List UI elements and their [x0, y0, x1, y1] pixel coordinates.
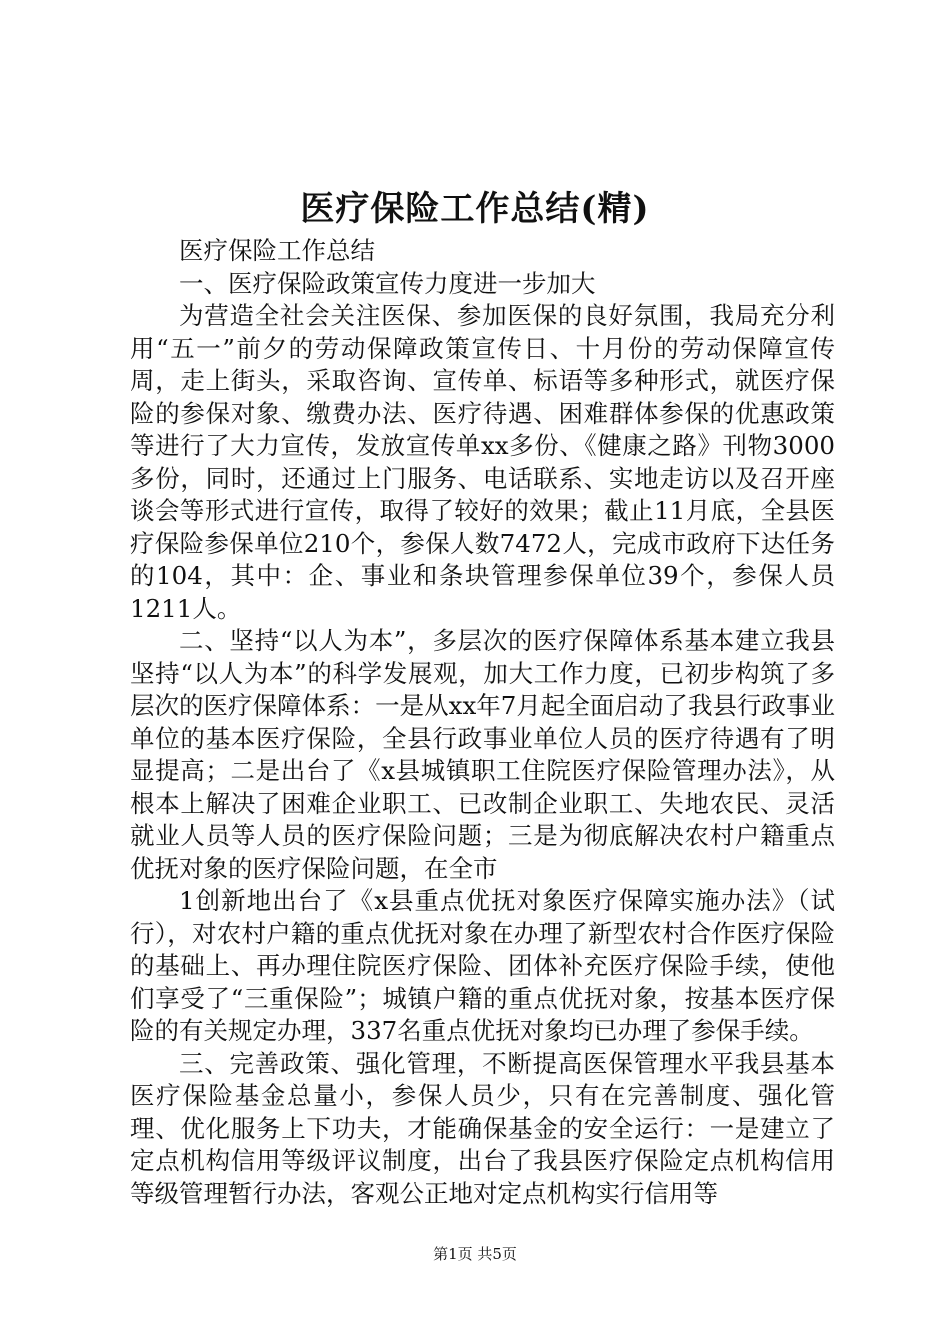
- paragraph-section-2-continued: 1创新地出台了《x县重点优抚对象医疗保障实施办法》（试行），对农村户籍的重点优抚对象在办理了新型农村合作医疗保险的基础上、再办理住院医疗保险、团体补充医疗保险手续，使他们享受了“三重保险”；城镇户籍的重点优抚对象，按基本医疗保险的有关规定办理，337名重点优抚对象均已办理了参保手续。: [130, 886, 835, 1045]
- paragraph-subtitle: 医疗保险工作总结: [179, 236, 375, 265]
- paragraph-section-1-body: 为营造全社会关注医保、参加医保的良好氛围，我局充分利用“五一”前夕的劳动保障政策宣传日、十月份的劳动保障宣传周，走上街头，采取咨询、宣传单、标语等多种形式，就医疗保险的参保对象、缴费办法、医疗待遇、困难群体参保的优惠政策等进行了大力宣传，发放宣传单xx多份、《健康之路》刊物3000多份，同时，还通过上门服务、电话联系、实地走访以及召开座谈会等形式进行宣传，取得了较好的效果；截止11月底，全县医疗保险参保单位210个，参保人数7472人，完成市政府下达任务的104，其中：企、事业和条块管理参保单位39个，参保人员1211人。: [130, 301, 835, 623]
- page-number-footer: 第1页 共5页: [433, 1245, 517, 1263]
- document-title: 医疗保险工作总结(精): [300, 189, 650, 229]
- document-body: [130, 235, 835, 1210]
- paragraph-section-1-heading: 一、医疗保险政策宣传力度进一步加大: [179, 268, 596, 298]
- paragraph-section-2: 二、坚持“以人为本”，多层次的医疗保障体系基本建立我县坚持“以人为本”的科学发展观，加大工作力度，已初步构筑了多层次的医疗保障体系：一是从xx年7月起全面启动了我县行政事业单位的基本医疗保险，全县行政事业单位人员的医疗待遇有了明显提高；二是出台了《x县城镇职工住院医疗保险管理办法》，从根本上解决了困难企业职工、已改制企业职工、失地农民、灵活就业人员等人员的医疗保险问题；三是为彻底解决农村户籍重点优抚对象的医疗保险问题，在全市: [130, 626, 835, 883]
- paragraph-section-3: 三、完善政策、强化管理，不断提高医保管理水平我县基本医疗保险基金总量小，参保人员少，只有在完善制度、强化管理、优化服务上下功夫，才能确保基金的安全运行：一是建立了定点机构信用等级评议制度，出台了我县医疗保险定点机构信用等级管理暂行办法，客观公正地对定点机构实行信用等: [130, 1048, 835, 1208]
